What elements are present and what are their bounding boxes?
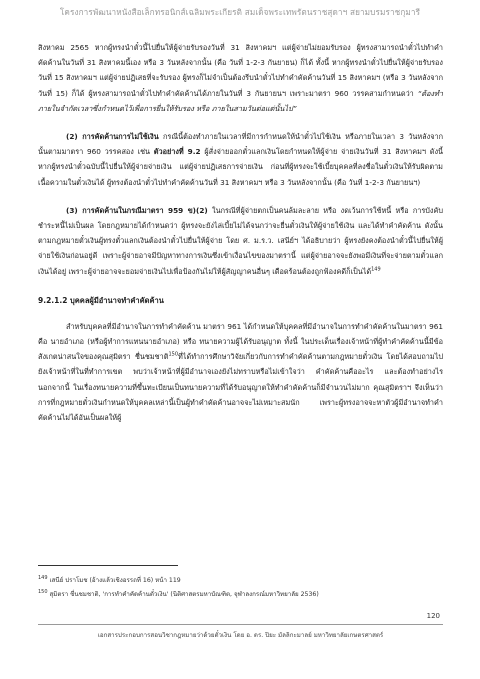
footnote-150: $^{150}$ สุมิตรา ชื่นชมชาติ, 'การทำคำคัดค้านตั๋วเงิน' (นิติศาสตรมหาบัณฑิต, จุฬาลงกรณ์มหาวิทยาลัย 2536) [38, 588, 319, 598]
footnote-divider [38, 565, 178, 566]
running-footer: เอกสารประกอบการสอนวิชากฎหมายว่าด้วยตั๋วเงิน โดย อ. ดร. ปิยะ มัลลิกะมาลย์ มหาวิทยาลัยเกษตรศาสตร์ [97, 632, 384, 639]
footer-divider [38, 624, 443, 625]
footnote-ref-149[interactable]: 149 [371, 266, 381, 273]
footnotes [38, 574, 443, 602]
paragraph-non-payment-protest: (2) การคัดค้านการไม่ใช้เงิน กรณีนี้ต้องทำภายในเวลาที่มีการกำหนดให้นำตั๋วไปใช้เงิน หรือภายในเวลา 3 วันหลังจากนั้นตามมาตรา 960 วรรคสอง เช่น ตัวอย่างที่ 9.2 ผู้สั่งจ่ายออกตั๋วแลกเงินโดยกำหนดให้ผู้จ่าย จ่ายเงินวันที่ 31 สิงหาคมฯ ดังนี้ หากผู้ทรงนำตั๋วฉบับนี้ไปยื่นให้ผู้จ่ายจ่ายเงิน แต่ผู้จ่ายปฏิเสธการจ่ายเงิน ก่อนที่ผู้ทรงจะใช้เบี้ยบุคคลที่ลงชื่อในตั๋วเงินให้รับผิดตามเนื้อความในตั๋วเงินได้ ผู้ทรงต้องนำตั๋วไปทำคำคัดค้านวันที่ 31 สิงหาคมฯ หรือ 3 วันหลังจากนั้น (คือ วันที่ 1-2-3 กันยายนฯ) [38, 132, 443, 187]
page-body [38, 40, 443, 425]
section-heading: 9.2.1.2 บุคคลผู้มีอำนาจทำคำคัดค้าน [38, 295, 164, 305]
footnote-ref-150[interactable]: 150 [168, 351, 178, 358]
example-label: ตัวอย่างที่ 9.2 [153, 147, 201, 157]
running-header: โครงการพัฒนาหนังสือเล็กทรอนิกส์เฉลิมพระเกียรติ สมเด็จพระเทพรัตนราชสุดาฯ สยามบรมราชกุมารี [59, 7, 421, 17]
page-number: 120 [426, 612, 440, 620]
paragraph-section-959: (3) การคัดค้านในกรณีมาตรา 959 ข)(2) ในกรณีที่ผู้จ่ายตกเป็นคนล้มละลาย หรือ งดเว้นการใช้หนี้ หรือ การบังคับชำระหนี้ไม่เป็นผล โดยกฎหมายได้กำหนดว่า ผู้ทรงจะยังไล่เบี้ยไม่ได้จนกว่าจะยื่นตั๋วเงินให้ผู้จ่ายใช้เงิน และได้ทำคำคัดค้าน ดังนั้น ตามกฎหมายตั๋วเงินผู้ทรงตั๋วแลกเงินต้องนำตั๋วไปยื่นให้ผู้จ่าย โดย ศ. ม.ร.ว. เสนีย์ฯ ได้อธิบายว่า ผู้ทรงยังคงต้องนำตั๋วนี้ไปยื่นให้ผู้จ่ายใช้เงินก่อนอยู่ดี เพราะผู้จ่ายอาจมีปัญหาทางการเงินซึ่งเข้าเงื่อนไขของมาตรานี้ แต่ผู้จ่ายอาจจะยังพอมีเงินที่จะจ่ายตามตั๋วแลกเงินได้อยู่ เพราะผู้จ่ายอาจจะยอมจ่ายเงินไปเพื่อป้องกันไม่ให้ผู้สัญญาคนอื่นๆ เดือดร้อนต้องถูกฟ้องคดีก็เป็นได้$^{149}$ [38, 205, 444, 276]
quoted-statute: “ต้องทำภายในจำกัดเวลาซึ่งกำหนดไว้เพื่อการยื่นให้รับรอง หรือ ภายในสามวันต่อแต่นั้นไป” [38, 88, 443, 113]
subheading-non-payment: (2) การคัดค้านการไม่ใช้เงิน [66, 132, 159, 142]
footnote-149: $^{149}$ เสนีย์ ปราโมช (อ้างแล้วเชิงอรรถที่ 16) หน้า 119 [38, 574, 181, 584]
paragraph-authority: สำหรับบุคคลที่มีอำนาจในการทำคำคัดค้าน มาตรา 961 ได้กำหนดให้บุคคลที่มีอำนาจในการทำคำคัดค้านในมาตรา 961 คือ นายอำเภอ (หรือผู้ทำการแทนนายอำเภอ) หรือ ทนายความผู้ได้รับอนุญาต ทั้งนี้ ในประเด็นเรื่องเจ้าหน้าที่ผู้ทำคำคัดค้านนี้มีข้อสังเกตน่าสนใจของคุณสุมิตรา ชื่นชมชาติ$^{150}$ที่ได้ทำการศึกษาวิจัยเกี่ยวกับการทำคำคัดค้านตามกฎหมายตั๋วเงิน โดยได้สอบถามไปยังเจ้าหน้าที่ในที่ทำการเขต พบว่าเจ้าหน้าที่ผู้มีอำนาจเองยังไม่ทราบหรือไม่เข้าใจว่า คำคัดค้านคืออะไร และต้องทำอย่างไร นอกจากนี้ ในเรื่องทนายความที่ขึ้นทะเบียนเป็นทนายความที่ได้รับอนุญาตให้ทำคำคัดค้านก็มีจำนวนไม่มาก คุณสุมิตราฯ จึงเห็นว่า การที่กฎหมายตั๋วเงินกำหนดให้บุคคลเหล่านี้เป็นผู้ทำคำคัดค้านอาจจะไม่เหมาะสมนัก เพราะผู้ทรงอาจจะหาตัวผู้มีอำนาจทำคำคัดค้านไม่ได้อันเป็นผลให้ผู้ [38, 321, 443, 423]
subheading-section-959: (3) การคัดค้านในกรณีมาตรา 959 ข)(2) [66, 205, 208, 215]
paragraph-continuation: สิงหาคม 2565 หากผู้ทรงนำตั๋วนี้ไปยื่นให้ผู้จ่ายรับรองวันที่ 31 สิงหาคมฯ แต่ผู้จ่ายไม่ยอมรับรอง ผู้ทรงสามารถนำตั๋วไปทำคำคัดค้านในวันที่ 31 สิงหาคมนี้เอง หรือ 3 วันหลังจากนั้น (คือ วันที่ 1-2-3 กันยายน) ก็ได้ ทั้งนี้ หากผู้ทรงนำตั๋วไปยื่นให้ผู้จ่ายรับรองวันที่ 15 สิงหาคมฯ แต่ผู้จ่ายปฏิเสธที่จะรับรอง ผู้ทรงก็ไม่จำเป็นต้องรีบนำตั๋วไปทำคำคัดค้านวันที่ 15 สิงหาคมฯ (หรือ 3 วันหลังจากวันที่ 15) ก็ได้ ผู้ทรงสามารถนำตั๋วไปทำคำคัดค้านได้ภายในวันที่ 3 กันยายนฯ เพราะมาตรา 960 วรรคสามกำหนดว่า “ต้องทำภายในจำกัดเวลาซึ่งกำหนดไว้เพื่อการยื่นให้รับรอง หรือ ภายในสามวันต่อแต่นั้นไป” [38, 43, 443, 113]
